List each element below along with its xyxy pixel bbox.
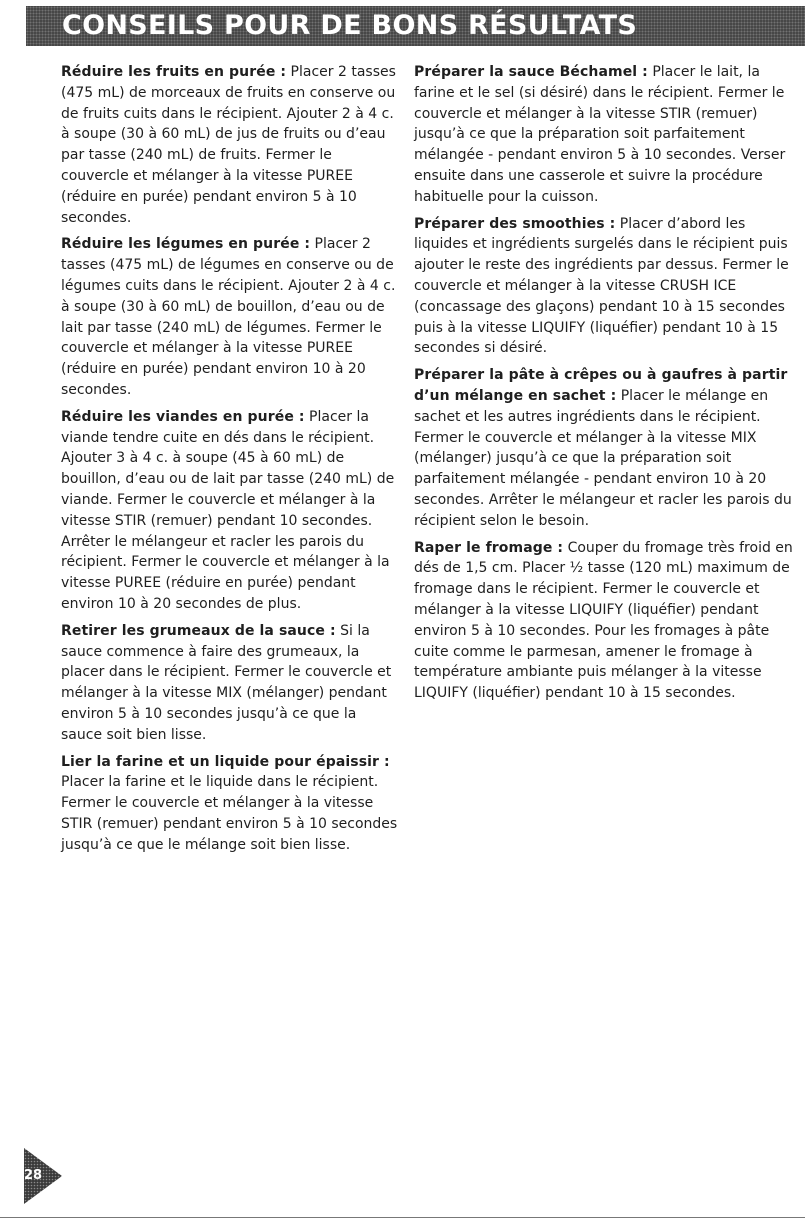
tip-text: Placer le lait, la farine et le sel (si désiré) dans le récipient. Fermer le couvercle et mélanger à la vitesse STIR (remuer) jusqu’à ce que la préparation soit parfaitement mélangée - pendant environ 5 à 10 secondes. Verser ensuite dans une casserole et suivre la procédure habituelle pour la cuisson.	[414, 64, 786, 205]
tip-heading: Raper le fromage :	[414, 539, 564, 556]
left-column	[61, 62, 398, 861]
right-column	[414, 62, 794, 710]
header-banner	[26, 6, 805, 46]
tip-text: Placer 2 tasses (475 mL) de morceaux de fruits en conserve ou de fruits cuits dans le récipient. Ajouter 2 à 4 c. à soupe (30 à 60 mL) de jus de fruits ou d’eau par tasse (240 mL) de fruits. Fermer le couvercle et mélanger à la vitesse PUREE (réduire en purée) pendant environ 5 à 10 secondes.	[61, 64, 396, 226]
tip-text: Couper du fromage très froid en dés de 1,5 cm. Placer ½ tasse (120 mL) maximum de fromage dans le récipient. Fermer le couvercle et mélanger à la vitesse LIQUIFY (liquéfier) pendant environ 5 à 10 secondes. Pour les fromages à pâte cuite comme le parmesan, amener le fromage à température ambiante puis mélanger à la vitesse LIQUIFY (liquéfier) pendant 10 à 15 secondes.	[414, 539, 793, 702]
page-title: CONSEILS POUR DE BONS RÉSULTATS	[62, 10, 638, 41]
tip-heading: Préparer des smoothies :	[414, 215, 616, 232]
tip-heading: Préparer la pâte à crêpes ou à gaufres à partir d’un mélange en sachet :	[414, 367, 788, 404]
tip-heading: Retirer les grumeaux de la sauce :	[61, 622, 336, 639]
bottom-divider	[0, 1217, 805, 1218]
tip-crepes	[414, 365, 794, 531]
tip-text: Placer d’abord les liquides et ingrédients surgelés dans le récipient puis ajouter le reste des ingrédients par dessus. Fermer le couvercle et mélanger à la vitesse CRUSH ICE (concassage des glaçons) pendant 10 à 15 secondes puis à la vitesse LIQUIFY (liquéfier) pendant 10 à 15 secondes si désiré.	[414, 215, 789, 357]
tip-heading: Réduire les fruits en purée :	[61, 64, 287, 80]
tip-grumeaux	[61, 621, 398, 746]
tip-lier-farine	[61, 752, 398, 856]
tip-bechamel	[414, 62, 794, 208]
tip-text: Placer 2 tasses (475 mL) de légumes en conserve ou de légumes cuits dans le récipient. Ajouter 2 à 4 c. à soupe (30 à 60 mL) de bouillon, d’eau ou de lait par tasse (240 mL) de légumes. Fermer le couvercle et mélanger à la vitesse PUREE (réduire en purée) pendant environ 10 à 20 secondes.	[61, 236, 396, 398]
tip-text: Placer la farine et le liquide dans le récipient. Fermer le couvercle et mélanger à la vitesse STIR (remuer) pendant environ 5 à 10 secondes jusqu’à ce que le mélange soit bien lisse.	[61, 774, 398, 853]
tip-fromage	[414, 538, 794, 704]
tip-heading: Préparer la sauce Béchamel :	[414, 64, 648, 80]
tip-text: Placer la viande tendre cuite en dés dans le récipient. Ajouter 3 à 4 c. à soupe (45 à 60 mL) de bouillon, d’eau ou de lait par tasse (240 mL) de viande. Fermer le couvercle et mélanger à la vitesse STIR (remuer) pendant 10 secondes. Arrêter le mélangeur et racler les parois du récipient. Fermer le couvercle et mélanger à la vitesse PUREE (réduire en purée) pendant environ 10 à 20 secondes de plus.	[61, 408, 395, 612]
tip-smoothies	[414, 214, 794, 360]
tip-heading: Réduire les viandes en purée :	[61, 408, 305, 425]
tip-puree-legumes	[61, 234, 398, 400]
tip-puree-viandes	[61, 407, 398, 615]
tip-heading: Lier la farine et un liquide pour épaissir :	[61, 753, 390, 770]
tip-text: Placer le mélange en sachet et les autres ingrédients dans le récipient. Fermer le couvercle et mélanger à la vitesse MIX (mélanger) jusqu’à ce que la préparation soit parfaitement mélangée - pendant environ 10 à 20 secondes. Arrêter le mélangeur et racler les parois du récipient selon le besoin.	[414, 387, 792, 529]
tip-text: Si la sauce commence à faire des grumeaux, la placer dans le récipient. Fermer le couvercle et mélanger à la vitesse MIX (mélanger) pendant environ 5 à 10 secondes jusqu’à ce que la sauce soit bien lisse.	[61, 622, 392, 743]
tip-puree-fruits	[61, 62, 398, 228]
page-number: 28	[24, 1168, 43, 1183]
tip-heading: Réduire les légumes en purée :	[61, 236, 311, 253]
